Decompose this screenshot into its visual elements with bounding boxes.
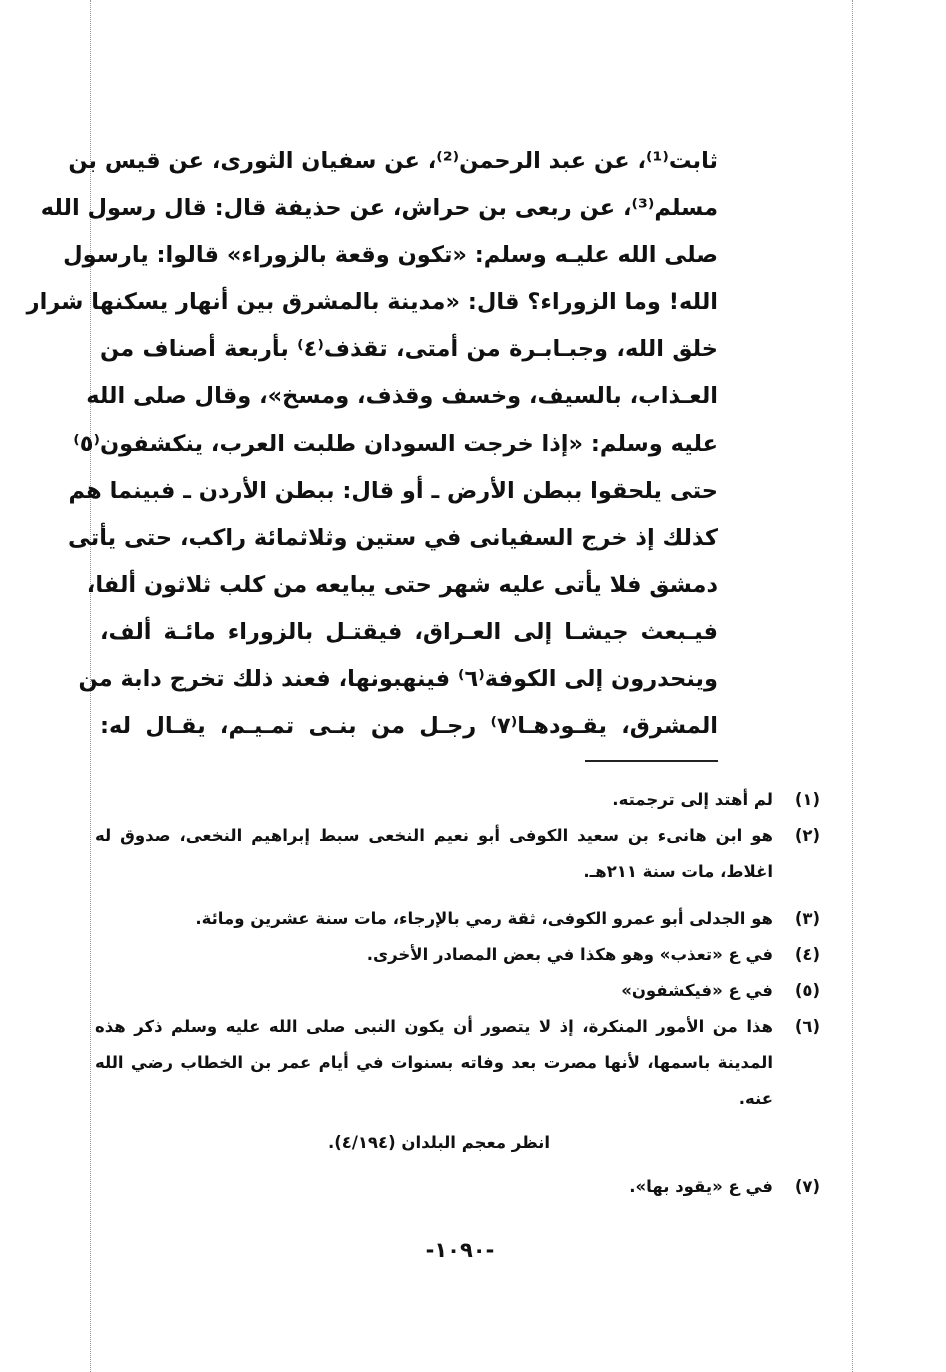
footnote-item [95,818,820,890]
footnote-text-line: في ع «فيكشفون» [621,981,773,1000]
main-text-line: مسلم⁽³⁾، عن ربعى بن حراش، عن حذيفة قال: قال رسول الله [40,195,718,222]
footnote-number: (١) [794,790,820,809]
footnote-item [95,782,820,818]
footnote-number: (٧) [794,1177,820,1196]
footnote-text-line: المدينة باسمها، لأنها مصرت بعد وفاته بسنوات في أيام عمر بن الخطاب رضي الله [95,1053,773,1072]
main-text-line: دمشق فلا يأتى عليه شهر حتى يبايعه من كلب ثلاثون ألفا، [86,571,718,598]
main-text-line: فيـبعث جيشـا إلى العـراق، فيقتـل بالزوراء مائـة ألف، [100,618,718,645]
footnote-number: (٦) [794,1017,820,1036]
main-text-line: ثابت⁽¹⁾، عن عبد الرحمن⁽²⁾، عن سفيان الثورى، عن قيس بن [68,148,718,174]
footnote-item [95,1169,820,1205]
footnote-text-line: هو الجدلى أبو عمرو الكوفى، ثقة رمي بالإرجاء، مات سنة عشرين ومائة. [195,909,773,928]
footnote-text-line: في ع «تعذب» وهو هكذا في بعض المصادر الأخرى. [366,945,773,964]
main-text-line: المشرق، يقـودهـا⁽٧⁾ رجـل من بنـى تمـيـم، يقـال له: [100,713,719,740]
main-text-line: حتى يلحقوا ببطن الأرض ـ أو قال: ببطن الأردن ـ فبينما هم [68,477,718,504]
footnote-item [95,1009,820,1161]
page-number: -١٠٩٠- [425,1238,495,1262]
footnote-text-line: اغلاط، مات سنة ٢١١هـ. [583,862,773,881]
right-margin-line [852,0,853,1372]
footnote-item [95,901,820,937]
footnote-text-line: هذا من الأمور المنكرة، إذ لا يتصور أن يكون النبى صلى الله عليه وسلم ذكر هذه [95,1017,773,1036]
footnote-number: (٣) [794,909,820,928]
footnote-text-line: هو ابن هانىء بن سعيد الكوفى أبو نعيم النخعى سبط إبراهيم النخعى، صدوق له [95,826,773,845]
footnote-reference: انظر معجم البلدان (٤/١٩٤). [327,1133,550,1152]
footnote-number: (٤) [794,945,820,964]
main-text-line: صلى الله عليـه وسلم: «تكون وقعة بالزوراء» قالوا: يارسول [63,242,718,269]
footnote-item [95,973,820,1009]
main-text-line: خلق الله، وجبـابـرة من أمتى، تقذف⁽٤⁾ بأربعة أصناف من [100,336,718,363]
main-text-line: العـذاب، بالسيف، وخسف وقذف، ومسخ»، وقال صلى الله [86,383,718,410]
footnote-number: (٥) [794,981,820,1000]
main-text-line: الله! وما الزوراء؟ قال: «مدينة بالمشرق بين أنهار يسكنها شرار [26,289,718,316]
footnote-text-line: لم أهتد إلى ترجمته. [612,790,773,809]
footnote-item [95,937,820,973]
footnotes [95,782,820,1205]
footnote-text-line: في ع «يقود بها». [629,1177,773,1196]
main-text-line: عليه وسلم: «إذا خرجت السودان طلبت العرب، ينكشفون⁽٥⁾ [73,430,718,457]
main-text-line: وينحدرون إلى الكوفة⁽٦⁾ فينهبونها، فعند ذلك تخرج دابة من [78,666,718,693]
main-text-line: كذلك إذ خرج السفيانى في ستين وثلاثمائة راكب، حتى يأتى [68,524,718,551]
footnote-separator [585,760,718,762]
footnote-number: (٢) [794,826,820,845]
footnote-text-line: عنه. [738,1089,773,1108]
main-text-block [26,138,719,750]
